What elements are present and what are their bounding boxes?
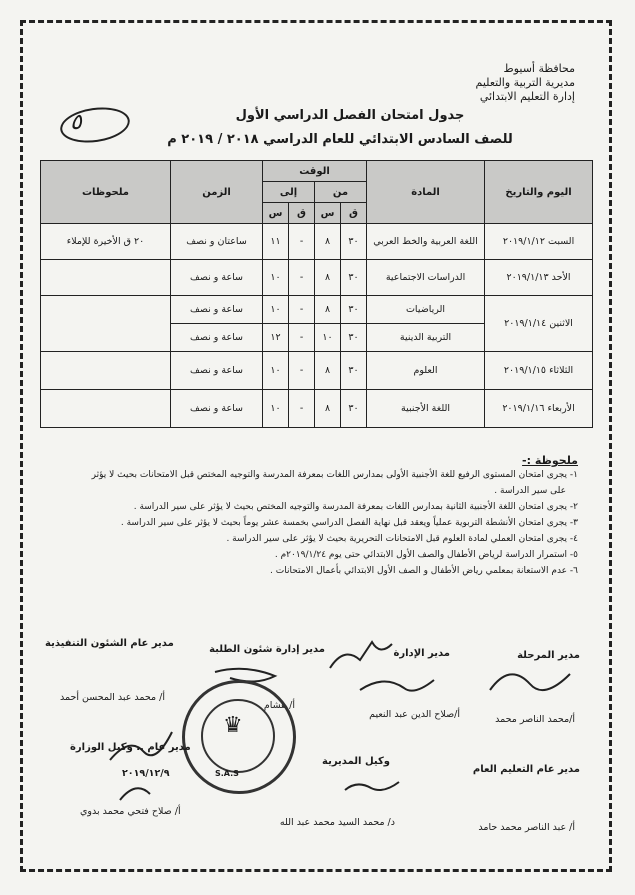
day: الأربعاء: [547, 403, 575, 414]
main-title: جدول امتحان الفصل الدراسي الأول: [235, 108, 465, 123]
header-duration: الزمن: [171, 161, 263, 224]
signatory-name: أ/ صلاح فتحي محمد بدوي: [80, 806, 181, 817]
date: ٢٠١٩/١/١٢: [502, 236, 545, 247]
signatory-name: أ/محمد الناصر محمد: [495, 714, 575, 725]
page-number: ٥: [70, 110, 82, 135]
official-stamp: [182, 680, 296, 794]
signatory-name: أ/ محمد عبد المحسن أحمد: [60, 692, 165, 703]
note-item: ٢- يجرى امتحان اللغة الأجنبية الثانية بمدارس اللغات بمعرفة المدرسة والتوجيه المختص بحيث لا يؤثر على سير الدراسة .: [133, 502, 578, 512]
from-minutes-cell: ٣٠: [341, 324, 367, 352]
signature-title: وكيل المديرية: [322, 756, 390, 767]
signatory-name: د/ محمد السيد محمد عبد الله: [279, 817, 395, 828]
duration-cell: ساعة و نصف: [171, 260, 263, 296]
note-item: ٣- يجرى امتحان الأنشطة التربوية عملياً ويعقد قبل نهاية الفصل الدراسي بخمسة عشر يوماً بحيث لا يؤثر على سير الدراسة .: [120, 518, 578, 528]
signature-title: مدير إدارة شئون الطلبة: [209, 644, 325, 655]
signature-title: مدير عام التعليم العام: [472, 764, 580, 775]
header-to-minutes: ق: [289, 203, 315, 224]
duration-cell: ساعة و نصف: [171, 352, 263, 390]
from-hours-cell: ٨: [315, 296, 341, 324]
day: السبت: [548, 236, 575, 247]
eagle-emblem-icon: ♛: [223, 713, 243, 738]
to-minutes-cell: -: [289, 352, 315, 390]
signature-title: مدير الإدارة: [393, 648, 450, 659]
header-day-date: اليوم والتاريخ: [485, 161, 593, 224]
day: الثلاثاء: [549, 365, 574, 376]
note-item: ٦- عدم الاستعانة بمعلمي رياض الأطفال و الصف الأول الابتدائي بأعمال الامتحانات .: [270, 566, 578, 576]
date: ٢٠١٩/١/١٣: [506, 272, 549, 283]
from-hours-cell: ٨: [315, 260, 341, 296]
from-minutes-cell: ٣٠: [341, 260, 367, 296]
from-hours-cell: ٨: [315, 224, 341, 260]
day: الأحد: [551, 272, 571, 283]
handwritten-date: ٢٠١٩/١٢/٩: [122, 768, 170, 779]
duration-cell: ساعة و نصف: [171, 390, 263, 428]
date: ٢٠١٩/١/١٥: [503, 365, 547, 376]
signatory-name: أ/صلاح الدين عبد النعيم: [369, 709, 460, 720]
from-hours-cell: ٨: [315, 390, 341, 428]
header-time: الوقت: [263, 161, 367, 182]
from-minutes-cell: ٣٠: [341, 296, 367, 324]
governorate-line: محافظة أسيوط: [503, 62, 575, 75]
subject-cell: الدراسات الاجتماعية: [367, 260, 485, 296]
to-minutes-cell: -: [289, 260, 315, 296]
subject-cell: اللغة الأجنبية: [367, 390, 485, 428]
note-cell: ٢٠ ق الأخيرة للإملاء: [41, 224, 171, 260]
signature-title: مدير عام الشئون التنفيذية: [45, 638, 174, 649]
administration-line: إدارة التعليم الابتدائي: [479, 90, 575, 103]
to-minutes-cell: -: [289, 224, 315, 260]
duration-cell: ساعتان و نصف: [171, 224, 263, 260]
header-to: إلى: [263, 182, 315, 203]
signatory-name: أ/ هشام: [263, 700, 295, 711]
to-hours-cell: ١١: [263, 224, 289, 260]
subject-cell: اللغة العربية والخط العربي: [367, 224, 485, 260]
to-minutes-cell: -: [289, 390, 315, 428]
note-item: ٥- استمرار الدراسة لرياض الأطفال والصف الأول الابتدائي حتى يوم ٢٠١٩/١/٢٤م .: [274, 550, 578, 560]
to-hours-cell: ١٠: [263, 296, 289, 324]
signatory-name: أ/ عبد الناصر محمد حامد: [478, 822, 575, 833]
signature-title: مدير عام .. وكيل الوزارة: [70, 742, 191, 753]
note-item: على سير الدراسة .: [494, 486, 566, 496]
subject-cell: الرياضيات: [367, 296, 485, 324]
subject-cell: العلوم: [367, 352, 485, 390]
duration-cell: ساعة و نصف: [171, 296, 263, 324]
signature-title: مدير المرحلة: [517, 650, 580, 661]
from-minutes-cell: ٣٠: [341, 390, 367, 428]
from-hours-cell: ٨: [315, 352, 341, 390]
header-to-hours: س: [263, 203, 289, 224]
header-from: من: [315, 182, 367, 203]
directorate-line: مديرية التربية والتعليم: [475, 76, 575, 89]
to-hours-cell: ١٠: [263, 390, 289, 428]
to-hours-cell: ١٢: [263, 324, 289, 352]
from-hours-cell: ١٠: [315, 324, 341, 352]
date: ٢٠١٩/١/١٤: [504, 318, 547, 329]
to-minutes-cell: -: [289, 324, 315, 352]
note-item: ٤- يجرى امتحان العملي لمادة العلوم قبل الامتحانات التحريرية بحيث لا يؤثر على سير الدراسة .: [226, 534, 578, 544]
date: ٢٠١٩/١/١٦: [502, 403, 545, 414]
sub-title: للصف السادس الابتدائي للعام الدراسي ٢٠١٨ / ٢٠١٩ م: [167, 132, 513, 147]
header-notes: ملحوظات: [41, 161, 171, 224]
to-hours-cell: ١٠: [263, 260, 289, 296]
stamp-label: S.A.S: [215, 769, 239, 778]
to-minutes-cell: -: [289, 296, 315, 324]
duration-cell: ساعة و نصف: [171, 324, 263, 352]
subject-cell: التربية الدينية: [367, 324, 485, 352]
header-subject: المادة: [367, 161, 485, 224]
from-minutes-cell: ٣٠: [341, 224, 367, 260]
day: الاثنين: [549, 318, 573, 329]
to-hours-cell: ١٠: [263, 352, 289, 390]
from-minutes-cell: ٣٠: [341, 352, 367, 390]
header-from-minutes: ق: [341, 203, 367, 224]
header-from-hours: س: [315, 203, 341, 224]
notes-heading: ملحوظة :-: [522, 454, 578, 467]
note-item: ١- يجرى امتحان المستوى الرفيع للغة الأجنبية الأولى بمدارس اللغات بمعرفة المدرسة والتوجيه المختص قبل الامتحانات بحيث لا يؤثر: [91, 470, 578, 480]
